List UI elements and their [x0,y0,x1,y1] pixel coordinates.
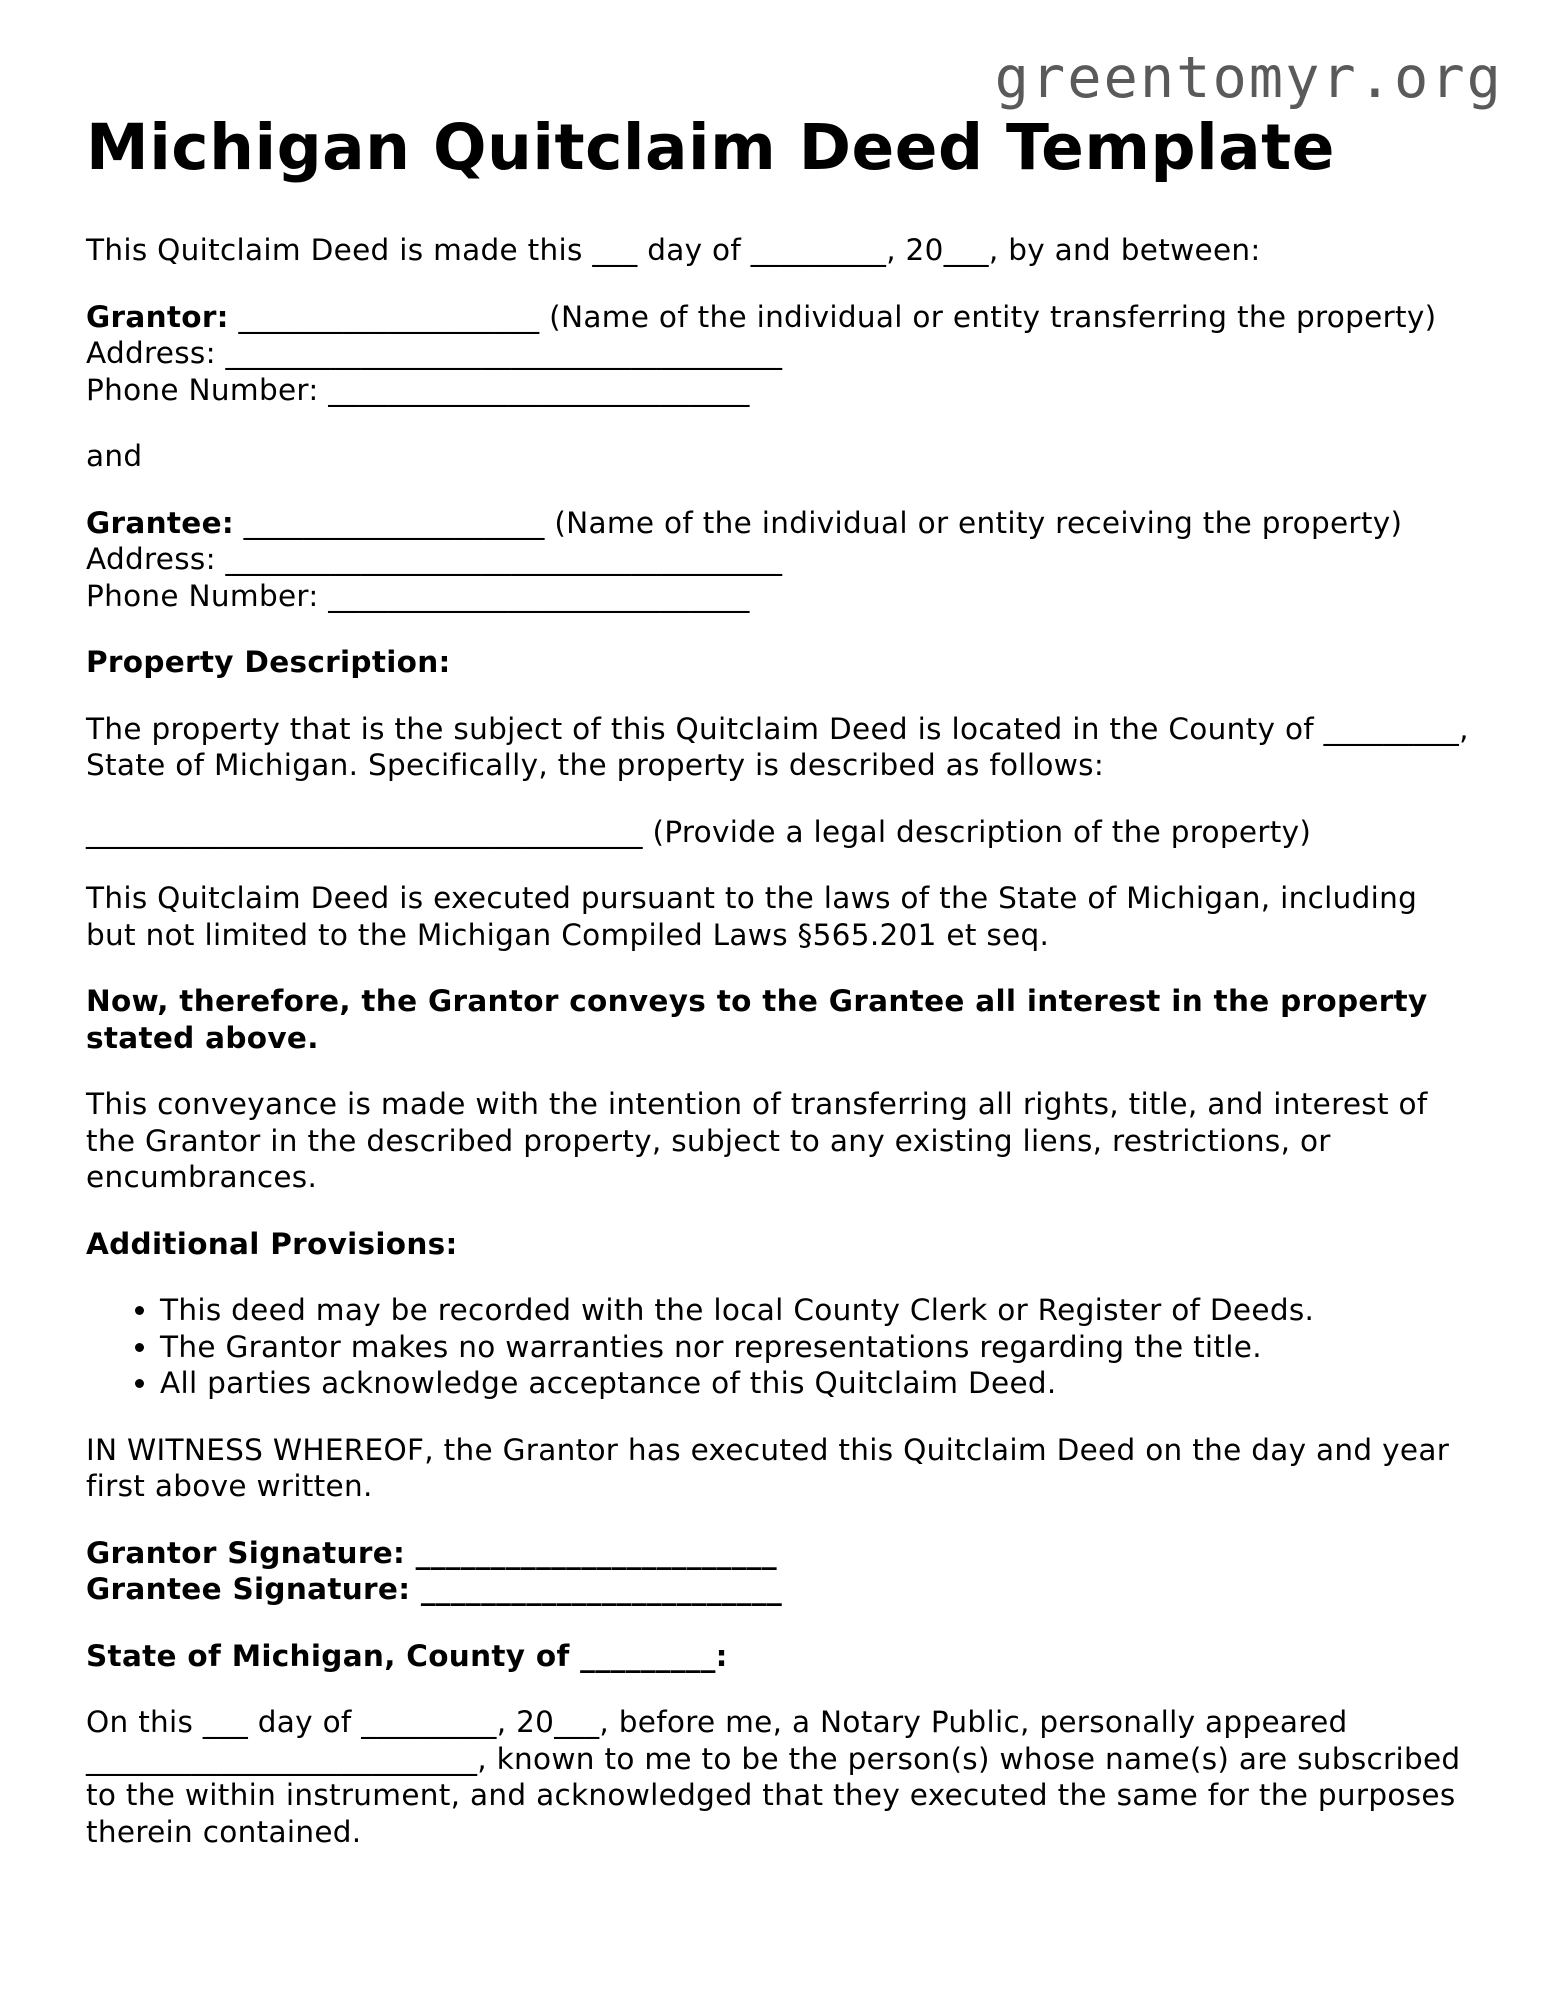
property-heading: Property Description: [86,645,451,679]
grantee-label: Grantee: [86,505,234,540]
property-location-paragraph: The property that is the subject of this Quitclaim Deed is located in the County of _________, State of Michigan. Specifically, the property is described as follows: [86,711,1469,782]
provisions-heading: Additional Provisions: [86,1226,458,1261]
notary-heading: State of Michigan, County of _________: [86,1638,728,1673]
grantor-name-text: ____________________ (Name of the individual or entity transferring the property) [228,299,1437,334]
grantee-address: Address: _____________________________________ [86,542,783,576]
grantor-signature-line: Grantor Signature: ________________________ [86,1535,777,1570]
grantor-block [86,299,1476,409]
grantee-name-text: ____________________ (Name of the individual or entity receiving the property) [233,505,1403,540]
list-item: • This deed may be recorded with the local County Clerk or Register of Deeds. [160,1292,1476,1329]
document-body [86,108,1476,1880]
grantee-signature-line: Grantee Signature: ________________________ [86,1572,783,1606]
grantee-block [86,505,1476,615]
notary-paragraph: On this ___ day of _________, 20___, before me, a Notary Public, personally appeared __________________________, known to me to be the person(s) whose name(s) are subscribed to the within instrument, and acknowledged that they executed the same for the purposes therein contained. [86,1705,1461,1849]
grantee-phone: Phone Number: ____________________________ [86,578,750,613]
page-title: Michigan Quitclaim Deed Template [86,111,1336,184]
intro-paragraph: This Quitclaim Deed is made this ___ day of _________, 20___, by and between: [86,233,1261,267]
conveyance-paragraph: This conveyance is made with the intention of transferring all rights, title, and interest of the Grantor in the described property, subject to any existing liens, restrictions, or encumbrances. [86,1087,1428,1194]
list-item: • The Grantor makes no warranties nor representations regarding the title. [160,1329,1476,1366]
conveyance-statement: Now, therefore, the Grantor conveys to the Grantee all interest in the property stated above. [86,984,1428,1055]
watermark: greentomyr.org [994,45,1503,111]
signature-block [86,1535,1476,1608]
grantor-label: Grantor: [86,299,229,334]
witness-paragraph: IN WITNESS WHEREOF, the Grantor has executed this Quitclaim Deed on the day and year first above written. [86,1432,1450,1503]
and-text: and [86,439,143,473]
grantor-address: Address: _____________________________________ [86,336,783,370]
law-paragraph: This Quitclaim Deed is executed pursuant to the laws of the State of Michigan, including but not limited to the Michigan Compiled Laws §565.201 et seq. [86,881,1418,952]
list-item: • All parties acknowledge acceptance of this Quitclaim Deed. [160,1365,1476,1402]
grantor-phone: Phone Number: ____________________________ [86,372,750,407]
provisions-list [86,1292,1476,1402]
legal-description-line: _____________________________________ (Provide a legal description of the property) [86,814,1312,849]
